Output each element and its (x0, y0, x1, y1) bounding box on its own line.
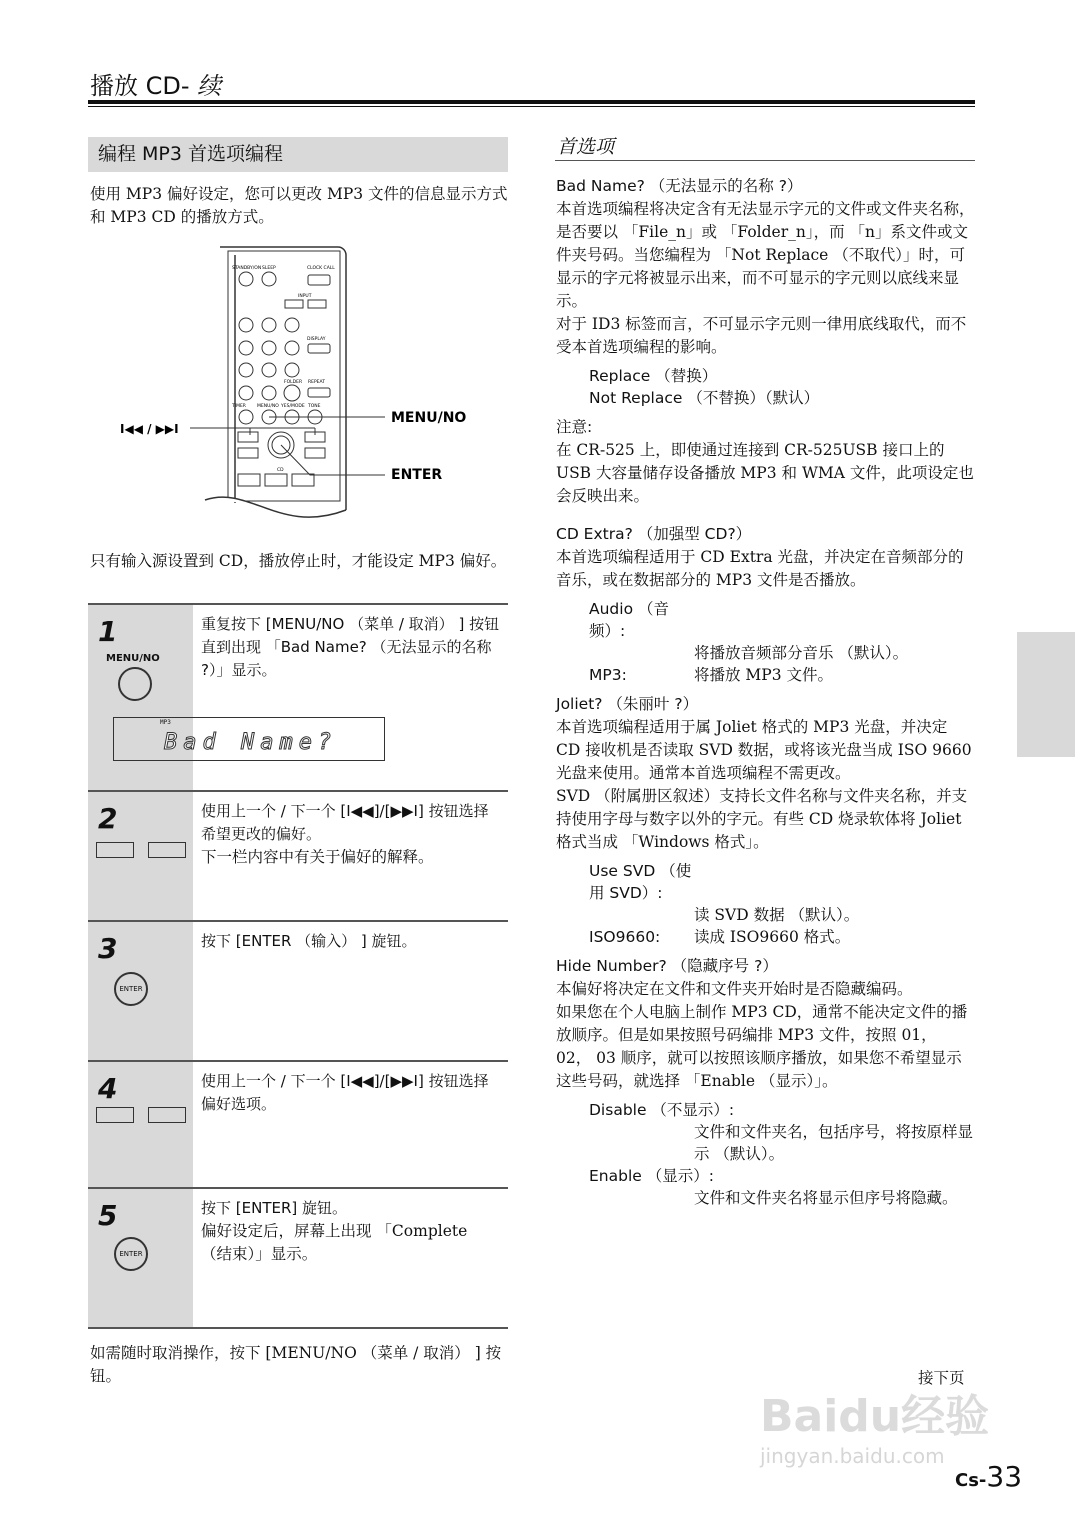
step-text: 按下 [ENTER （输入） ] 旋钮。 (201, 932, 417, 950)
joliet-body: 本首选项编程适用于属 Joliet 格式的 MP3 光盘，并决定 CD 接收机是否读取 SVD 数据，或将该光盘当成 ISO 9660 光盘来使用。通常本首选项编程不需更改。 (556, 718, 972, 782)
watermark-logo: Baidu经验 (760, 1391, 990, 1442)
bad-name-heading: Bad Name? （无法显示的名称 ?） (556, 177, 803, 195)
menu-callout: MENU/NO (391, 410, 467, 426)
step-3 (88, 920, 508, 1060)
bad-name-body-2: 对于 ID3 标签而言，不可显示字元则一律用底线取代，而不受本首选项编程的影响。 (556, 315, 967, 356)
step-text: 使用上一个 / 下一个 [I◀◀]/[▶▶I] 按钮选择偏好选项。 (201, 1072, 489, 1113)
section-title: 编程 MP3 首选项编程 (88, 137, 508, 172)
skip-callout: I◀◀ / ▶▶I (120, 422, 179, 436)
page-header (90, 66, 221, 101)
step-number: 2 (98, 802, 118, 835)
label-yes: YES/MODE (281, 404, 305, 409)
note-heading: 注意: (556, 418, 593, 436)
sleep-button (262, 272, 276, 286)
option-iso9660-desc: 读成 ISO9660 格式。 (694, 928, 851, 946)
watermark (760, 1380, 989, 1468)
display-indicator: MP3 (160, 719, 171, 726)
step-text: 使用上一个 / 下一个 [I◀◀]/[▶▶I] 按钮选择希望更改的偏好。 (201, 802, 489, 843)
step-1 (88, 603, 508, 790)
step-2 (88, 790, 508, 920)
cd-extra-body: 本首选项编程适用于 CD Extra 光盘，并决定在音频部分的音乐，或在数据部分的 MP3 文件是否播放。 (556, 548, 964, 589)
header-rule-thin (88, 106, 975, 107)
cd-extra-heading: CD Extra? （加强型 CD?） (556, 525, 752, 543)
option-replace: Replace （替换） (589, 367, 718, 385)
step-number: 1 (98, 615, 118, 648)
step-number: 4 (98, 1072, 118, 1105)
step-5 (88, 1187, 508, 1327)
page-number (955, 1460, 1022, 1493)
joliet-body-2: SVD （附属册区叙述）支持长文件名称与文件夹名称，并支持使用字母与数字以外的字元。有些 CD 烧录软体将 Joliet 格式当成 「Windows 格式」。 (556, 787, 968, 851)
label-display: DISPLAY (307, 337, 326, 342)
enter-knob-icon: ENTER (114, 1237, 148, 1271)
label-timer: TIMER (232, 404, 246, 409)
hide-number-body-2: 如果您在个人电脑上制作 MP3 CD，通常不能决定文件的播放顺序。但是如果按照号码编排 MP3 文件，按照 01， 02， 03 顺序，就可以按照该顺序播放，如果您不希望显示这些号码，就选择 「Enable （显示）」。 (556, 1003, 968, 1090)
label-folder: FOLDER (284, 380, 303, 385)
continued-label: 接下页 (918, 1369, 965, 1387)
option-iso9660: ISO9660: (589, 928, 661, 946)
option-not-replace: Not Replace （不替换）（默认） (589, 389, 820, 407)
watermark-url: jingyan.baidu.com (760, 1444, 945, 1468)
next-button-icon (148, 1107, 186, 1123)
header-title: 播放 CD- (90, 72, 190, 100)
label-input: INPUT (298, 294, 312, 299)
display-text: Bad Name? (164, 730, 338, 755)
cancel-note: 如需随时取消操作，按下 [MENU/NO （菜单 / 取消） ] 按钮。 (90, 1344, 502, 1385)
option-use-svd: Use SVD （使用 SVD）: (589, 862, 692, 902)
option-disable-desc: 文件和文件夹名，包括序号，将按原样显示 （默认）。 (694, 1123, 974, 1163)
option-audio: Audio （音频）: (589, 600, 669, 640)
label-standby: STANDBY/ON (232, 266, 262, 271)
header-rule (88, 100, 975, 104)
step-number: 5 (98, 1199, 118, 1232)
label-clock: CLOCK CALL (307, 266, 335, 271)
step-number: 3 (98, 932, 118, 965)
hide-number-heading: Hide Number? （隐藏序号 ?） (556, 957, 778, 975)
label-repeat: REPEAT (308, 380, 326, 385)
prev-button-icon (96, 1107, 134, 1123)
step-text: 按下 [ENTER] 旋钮。 (201, 1199, 348, 1217)
enter-knob-icon: ENTER (114, 972, 148, 1006)
remote-control-illustration (110, 245, 480, 530)
prev-button-icon (96, 842, 134, 858)
display-readout (113, 717, 385, 761)
step-subtext: 下一栏内容中有关于偏好的解释。 (201, 848, 434, 866)
chapter-tab (1017, 632, 1075, 757)
page-prefix: Cs- (955, 1470, 987, 1491)
standby-button (239, 272, 253, 286)
preferences-title: 首选项 (557, 136, 615, 158)
enter-callout: ENTER (391, 467, 443, 483)
note-body: 在 CR-525 上，即使通过连接到 CR-525USB 接口上的 USB 大容量储存设备播放 MP3 和 WMA 文件，此项设定也会反映出来。 (556, 441, 974, 505)
option-audio-desc: 将播放音频部分音乐 （默认）。 (694, 644, 909, 662)
option-disable: Disable （不显示）: (589, 1101, 735, 1119)
label-sleep: SLEEP (262, 266, 276, 271)
hide-number-body: 本偏好将决定在文件和文件夹开始时是否隐藏编码。 (556, 980, 913, 998)
page-num: 33 (986, 1460, 1023, 1493)
menu-button-label: MENU/NO (106, 653, 160, 664)
option-use-svd-desc: 读 SVD 数据 （默认）。 (694, 906, 860, 924)
label-tone: TONE (308, 404, 321, 409)
joliet-heading: Joliet? （朱丽叶 ?） (556, 695, 699, 713)
option-enable: Enable （显示）: (589, 1167, 714, 1185)
bad-name-body: 本首选项编程将决定含有无法显示字元的文件或文件夹名称，是否要以 「File_n」或 「Folder_n」，而 「n」系文件或文件夹号码。当您编程为 「Not Replace （不取代）」时，可显示的字元将被显示出来，而不可显示的字元则以底线来显示。 (556, 200, 975, 310)
preferences-rule (555, 160, 975, 161)
step-4 (88, 1060, 508, 1187)
label-menu: MENU/NO (257, 404, 279, 409)
intro-text: 使用 MP3 偏好设定，您可以更改 MP3 文件的信息显示方式和 MP3 CD 的播放方式。 (90, 185, 508, 226)
number-keypad (238, 318, 330, 486)
step-text: 重复按下 [MENU/NO （菜单 / 取消） ] 按钮直到出现 「Bad Name? （无法显示的名称 ?）」显示。 (201, 615, 500, 679)
header-suffix: 续 (197, 72, 222, 100)
source-note: 只有输入源设置到 CD，播放停止时，才能设定 MP3 偏好。 (90, 552, 507, 570)
step-subtext: 偏好设定后，屏幕上出现 「Complete （结束）」显示。 (201, 1222, 468, 1263)
option-enable-desc: 文件和文件夹名将显示但序号将隐藏。 (694, 1189, 958, 1207)
next-button-icon (148, 842, 186, 858)
steps-list (88, 603, 508, 1329)
hand-press-icon (118, 667, 152, 701)
preferences-section (556, 174, 976, 1215)
label-cd: CD (277, 468, 284, 473)
option-mp3-desc: 将播放 MP3 文件。 (694, 666, 834, 684)
option-mp3: MP3: (589, 666, 627, 684)
